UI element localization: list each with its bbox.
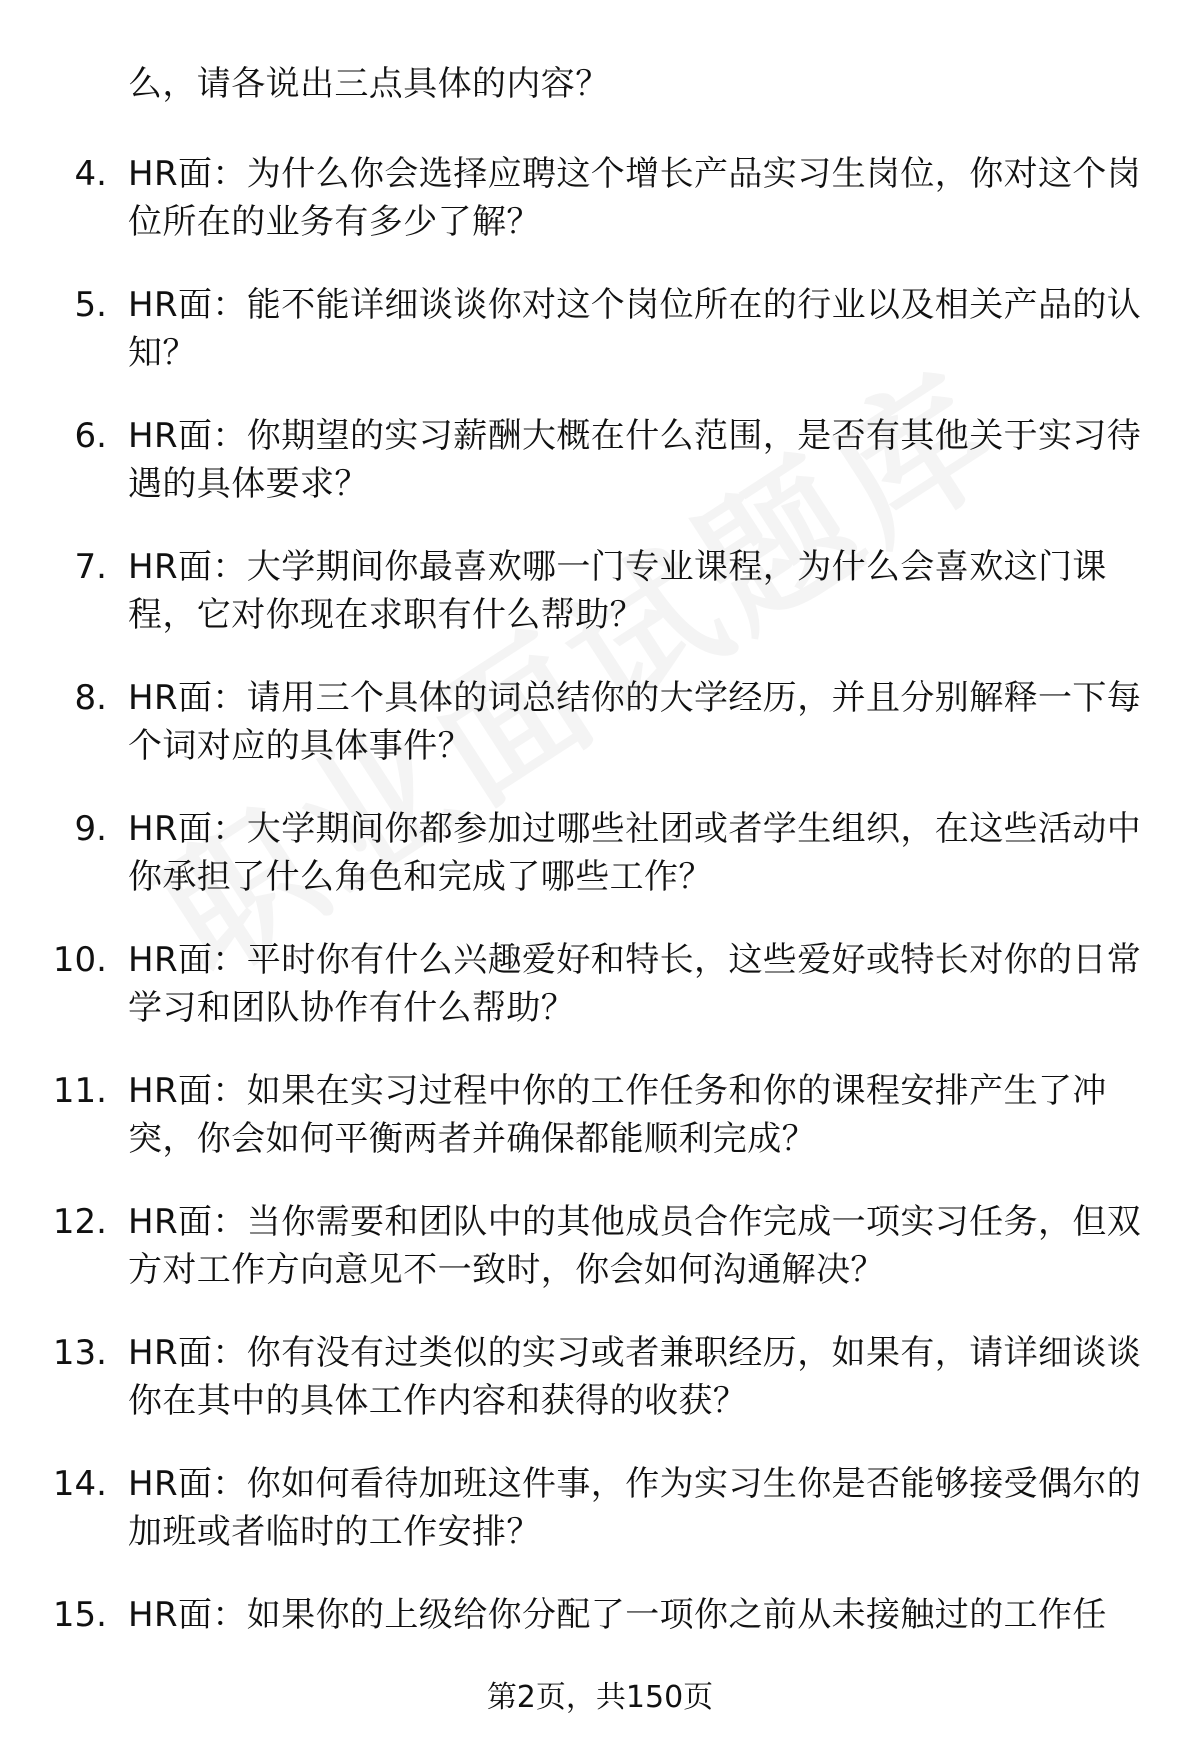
question-number: 13. bbox=[52, 1333, 107, 1373]
question-item bbox=[0, 936, 1200, 1067]
question-text: HR面：为什么你会选择应聘这个增长产品实习生岗位，你对这个岗位所在的业务有多少了解？ bbox=[128, 154, 1142, 242]
question-item bbox=[0, 281, 1200, 412]
question-text: HR面：如果你的上级给你分配了一项你之前从未接触过的工作任 bbox=[128, 1595, 1107, 1635]
page-number-label: 第2页，共150页 bbox=[486, 1680, 714, 1715]
question-item bbox=[0, 805, 1200, 936]
question-item bbox=[0, 674, 1200, 805]
page-footer bbox=[0, 1676, 1200, 1720]
question-item bbox=[0, 1067, 1200, 1198]
question-text: HR面：请用三个具体的词总结你的大学经历，并且分别解释一下每个词对应的具体事件？ bbox=[128, 678, 1142, 766]
question-number: 6. bbox=[74, 416, 107, 456]
question-list bbox=[0, 150, 1200, 1722]
question-number: 7. bbox=[74, 547, 107, 587]
question-item bbox=[0, 150, 1200, 281]
question-number: 9. bbox=[74, 809, 107, 849]
question-text: HR面：你期望的实习薪酬大概在什么范围，是否有其他关于实习待遇的具体要求？ bbox=[128, 416, 1142, 504]
question-text: HR面：你有没有过类似的实习或者兼职经历，如果有，请详细谈谈你在其中的具体工作内容和获得的收获？ bbox=[128, 1333, 1142, 1421]
question-item bbox=[0, 1460, 1200, 1591]
question-number: 15. bbox=[52, 1595, 107, 1635]
continuation-text: 么，请各说出三点具体的内容？ bbox=[128, 64, 610, 104]
question-number: 5. bbox=[74, 285, 107, 325]
question-item bbox=[0, 543, 1200, 674]
question-text: HR面：你如何看待加班这件事，作为实习生你是否能够接受偶尔的加班或者临时的工作安排？ bbox=[128, 1464, 1142, 1552]
question-text: HR面：大学期间你最喜欢哪一门专业课程，为什么会喜欢这门课程，它对你现在求职有什么帮助？ bbox=[128, 547, 1107, 635]
question-text: HR面：能不能详细谈谈你对这个岗位所在的行业以及相关产品的认知？ bbox=[128, 285, 1142, 373]
question-text: HR面：如果在实习过程中你的工作任务和你的课程安排产生了冲突，你会如何平衡两者并确保都能顺利完成？ bbox=[128, 1071, 1107, 1159]
question-text: HR面：大学期间你都参加过哪些社团或者学生组织，在这些活动中你承担了什么角色和完成了哪些工作？ bbox=[128, 809, 1142, 897]
question-number: 10. bbox=[52, 940, 107, 980]
question-text: HR面：当你需要和团队中的其他成员合作完成一项实习任务，但双方对工作方向意见不一致时，你会如何沟通解决？ bbox=[128, 1202, 1142, 1290]
question-item bbox=[0, 1329, 1200, 1460]
question-text: HR面：平时你有什么兴趣爱好和特长，这些爱好或特长对你的日常学习和团队协作有什么帮助？ bbox=[128, 940, 1142, 1028]
question-number: 4. bbox=[74, 154, 107, 194]
question-number: 14. bbox=[52, 1464, 107, 1504]
question-number: 8. bbox=[74, 678, 107, 718]
question-number: 11. bbox=[52, 1071, 107, 1111]
question-item bbox=[0, 412, 1200, 543]
question-item bbox=[0, 1198, 1200, 1329]
question-number: 12. bbox=[52, 1202, 107, 1242]
